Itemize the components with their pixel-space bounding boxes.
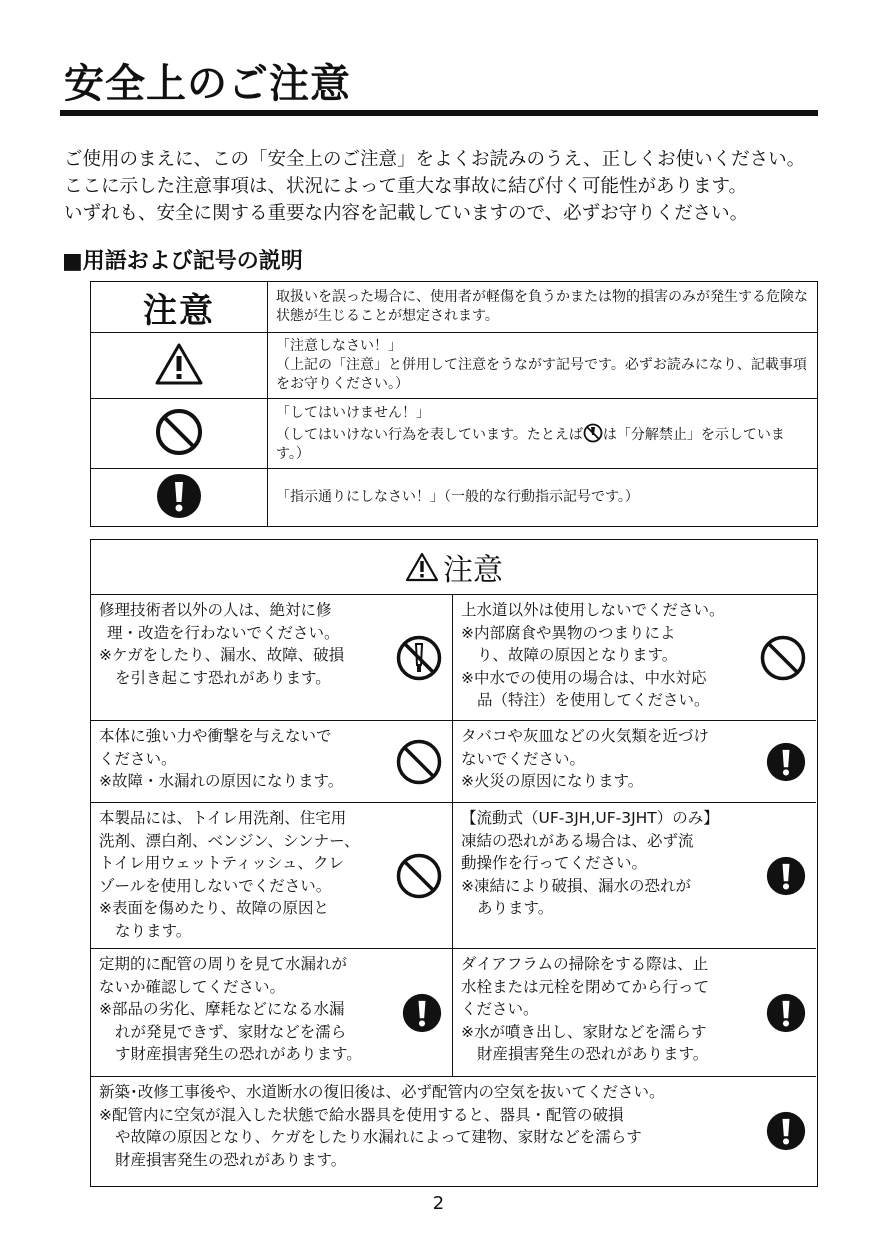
legend-symbol-cell <box>91 282 268 333</box>
warning-triangle-icon <box>154 342 204 386</box>
caution-text: り、故障の原因となります。 <box>477 646 678 664</box>
caution-text: 水栓または元栓を閉めてから行って <box>461 977 710 996</box>
warning-triangle-icon <box>405 552 439 582</box>
legend-symbol-cell <box>91 399 268 469</box>
title-rule <box>60 110 818 116</box>
caution-text: 洗剤、漂白剤、ベンジン、シンナー、 <box>99 831 360 850</box>
warning-explanation: （上記の「注意」と併用して注意をうながす記号です。必ずお読みになり、記載事項をお守りください。） <box>276 357 807 392</box>
legend-symbol-cell <box>91 333 268 399</box>
mandatory-action-icon <box>766 993 806 1033</box>
caution-text: を引き起こす恐れがあります。 <box>115 668 331 687</box>
legend-row-prohibition <box>91 399 818 469</box>
prohibition-explanation-b: は「分解禁止」を示しています。） <box>276 426 785 462</box>
caution-text: ※水が噴き出し、家財などを濡らす <box>461 1022 707 1041</box>
caution-text: ください。 <box>461 1000 539 1018</box>
warning-line: 「注意しなさい！」 <box>276 338 402 354</box>
caution-text: 本体に強い力や衝撃を与えないで <box>99 727 332 745</box>
caution-item <box>91 803 453 949</box>
legend-desc-cell <box>268 469 818 527</box>
intro-paragraph <box>64 146 824 227</box>
section-heading: ■用語および記号の説明 <box>62 249 303 274</box>
caution-text: 修理技術者以外の人は、絶対に修 <box>99 601 332 619</box>
caution-header-label: 注意 <box>443 553 503 588</box>
disassembly-prohibited-icon <box>583 423 603 443</box>
caution-item <box>453 949 816 1077</box>
intro-line: いずれも、安全に関する重要な内容を記載していますので、必ずお守りください。 <box>64 203 749 224</box>
page-title: 安全上のご注意 <box>64 61 351 107</box>
caution-text: ※部品の劣化、摩耗などになる水漏 <box>99 1000 345 1018</box>
caution-text: ゾールを使用しないでください。 <box>99 876 332 895</box>
prohibition-icon <box>396 739 442 785</box>
caution-item <box>91 949 453 1077</box>
caution-text: 上水道以外は使用しないでください。 <box>461 601 725 619</box>
caution-text: 財産損害発生の恐れがあります。 <box>115 1150 347 1169</box>
mandatory-action-icon <box>766 742 806 782</box>
caution-grid <box>91 595 817 1185</box>
legend-desc-cell <box>268 282 818 333</box>
prohibition-icon <box>396 853 442 899</box>
caution-text: 本製品には、トイレ用洗剤、住宅用 <box>99 809 347 827</box>
prohibition-line: 「してはいけません！」 <box>276 404 430 421</box>
caution-text: なります。 <box>115 921 192 940</box>
caution-text: ないか確認してください。 <box>99 977 286 996</box>
legend-row-warning <box>91 333 818 399</box>
caution-text: ※凍結により破損、漏水の恐れが <box>461 876 691 895</box>
caution-item <box>91 595 453 721</box>
caution-box <box>90 539 818 1187</box>
caution-text: れが発見できず、家財などを濡ら <box>115 1022 347 1041</box>
caution-text: ※表面を傷めたり、故障の原因と <box>99 899 329 917</box>
caution-text: ※内部腐食や異物のつまりによ <box>461 623 676 642</box>
mandatory-explanation: 「指示通りにしなさい！」（一般的な行動指示記号です。） <box>276 489 639 505</box>
legend-row-mandatory <box>91 469 818 527</box>
caution-text: 財産損害発生の恐れがあります。 <box>477 1045 709 1063</box>
mandatory-action-icon <box>156 473 202 519</box>
caution-text: ダイアフラムの掃除をする際は、止 <box>461 955 709 973</box>
page-number: 2 <box>432 1193 445 1214</box>
mandatory-action-icon <box>402 993 442 1033</box>
caution-text: 【流動式（UF-3JH,UF-3JHT）のみ】 <box>461 809 719 827</box>
legend-desc-cell <box>268 333 818 399</box>
caution-item <box>453 721 816 803</box>
legend-row-caution <box>91 282 818 333</box>
legend-symbol-cell <box>91 469 268 527</box>
caution-text: す財産損害発生の恐れがあります。 <box>115 1045 362 1063</box>
legend-desc-cell <box>268 399 818 469</box>
caution-desc: 取扱いを誤った場合に、使用者が軽傷を負うかまたは物的損害のみが発生する危険な状態が生じることが想定されます。 <box>276 289 808 324</box>
caution-text: タバコや灰皿などの火気類を近づけ <box>461 727 709 745</box>
caution-text: ※火災の原因になります。 <box>461 772 644 790</box>
caution-item <box>91 721 453 803</box>
caution-item <box>91 1077 816 1185</box>
caution-text: 理・改造を行わないでください。 <box>107 623 340 642</box>
caution-text: ないでください。 <box>461 749 586 768</box>
caution-item <box>453 803 816 949</box>
caution-text: あります。 <box>477 899 554 917</box>
caution-text: トイレ用ウェットティッシュ、クレ <box>99 854 345 872</box>
caution-word: 注意 <box>143 290 215 331</box>
caution-text: ※配管内に空気が混入した状態で給水器具を使用すると、器具・配管の破損 <box>99 1105 624 1124</box>
caution-text: 動操作を行ってください。 <box>461 854 648 872</box>
caution-text: ください。 <box>99 749 177 768</box>
symbol-legend-table <box>90 281 818 527</box>
caution-text: や故障の原因となり、ケガをしたり水漏れによって建物、家財などを濡らす <box>115 1128 642 1146</box>
mandatory-action-icon <box>766 1111 806 1151</box>
prohibition-explanation <box>276 423 809 464</box>
caution-text: ※中水での使用の場合は、中水対応 <box>461 668 707 687</box>
caution-item <box>453 595 816 721</box>
intro-line: ここに示した注意事項は、状況によって重大な事故に結び付く可能性があります。 <box>64 176 748 197</box>
prohibition-icon <box>154 407 204 457</box>
caution-text: 新築･改修工事後や、水道断水の復旧後は、必ず配管内の空気を抜いてください。 <box>99 1083 665 1101</box>
caution-text: ※故障・水漏れの原因になります。 <box>99 772 344 790</box>
disassembly-prohibited-icon <box>396 635 442 681</box>
caution-text: 定期的に配管の周りを見て水漏れが <box>99 955 348 973</box>
mandatory-action-icon <box>766 856 806 896</box>
caution-text: ※ケガをしたり、漏水、故障、破損 <box>99 646 345 664</box>
prohibition-explanation-a: （してはいけない行為を表しています。たとえば <box>276 426 583 443</box>
caution-text: 凍結の恐れがある場合は、必ず流 <box>461 831 694 850</box>
intro-line: ご使用のまえに、この「安全上のご注意」をよくお読みのうえ、正しくお使いください。 <box>64 149 806 170</box>
caution-header <box>91 540 817 595</box>
caution-text: 品（特注）を使用してください。 <box>477 691 710 709</box>
prohibition-icon <box>760 635 806 681</box>
